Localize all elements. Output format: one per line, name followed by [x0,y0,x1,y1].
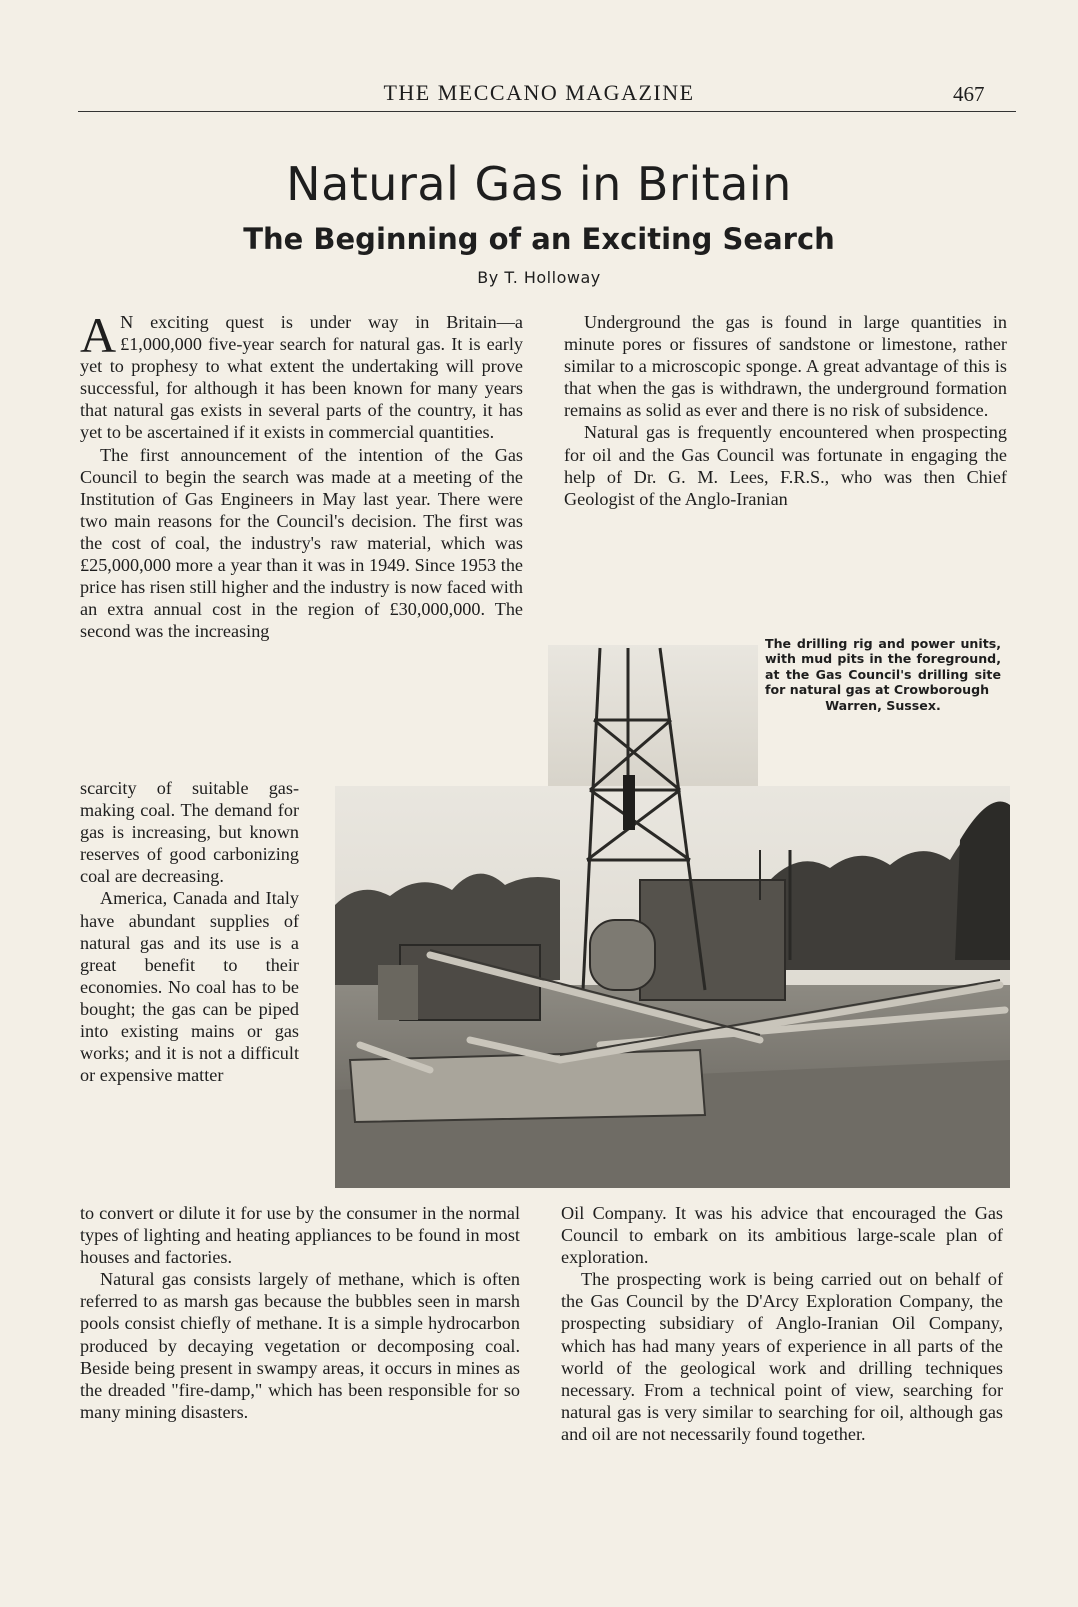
byline: By T. Holloway [477,268,601,287]
article-subtitle: The Beginning of an Exciting Search [243,222,835,256]
paragraph: Oil Company. It was his advice that encouraged the Gas Council to embark on its ambitious large-scale plan of exploration. [561,1203,1003,1268]
paragraph: The prospecting work is being carried out on behalf of the Gas Council by the D'Arcy Exploration Company, the prospecting subsidiary of Anglo-Iranian Oil Company, which has had many years of experience in all parts of the world of the geological work and drilling techniques necessary. From a technical point of view, searching for natural gas is very similar to searching for oil, although gas and oil are not necessarily found together. [561,1269,1003,1444]
header-rule [78,111,1016,112]
photo-frame [335,645,1010,1188]
paragraph: America, Canada and Italy have abundant supplies of natural gas and its use is a great benefit to their economies. No coal has to be bought; the gas can be piped into existing mains or gas works; and it is not a difficult or expensive matter [80,888,299,1086]
paragraph: Natural gas consists largely of methane, which is often referred to as marsh gas because the bubbles seen in marsh pools consist chiefly of methane. It is a simple hydrocarbon produced by decaying vegetation or decomposing coal. Beside being present in swampy areas, it occurs in mines as the dreaded "fire-damp," which has been responsible for so many mining disasters. [80,1269,520,1422]
left-column-bottom [80,1202,520,1423]
right-column-bottom [561,1202,1003,1445]
photo-caption [765,636,1001,713]
paragraph-text: N exciting quest is under way in Britain—a £1,000,000 five-year search for natural gas. It is early yet to prophesy to what extent the undertaking will prove successful, for although it has been known for many years that natural gas exists in several parts of the country, it has yet to be ascertained if it exists in commercial quantities. [80,312,523,443]
article-title: Natural Gas in Britain [286,157,792,211]
paragraph: scarcity of suitable gas-making coal. The demand for gas is increasing, but known reserves of good carbonizing coal are decreasing. [80,778,299,887]
caption-location: Warren, Sussex. [825,697,941,713]
paragraph: Natural gas is frequently encountered when prospecting for oil and the Gas Council was fortunate in engaging the help of Dr. G. M. Lees, F.R.S., who was then Chief Geologist of the Anglo-Iranian [564,422,1007,509]
drop-cap: A [80,307,117,363]
paragraph [80,307,523,444]
running-title: THE MECCANO MAGAZINE [383,80,695,105]
left-column-top [80,307,523,642]
paragraph: The first announcement of the intention of the Gas Council to begin the search was made at a meeting of the Institution of Gas Engineers in May last year. There were two main reasons for the Council's decision. The first was the cost of coal, the industry's raw material, which was £25,000,000 more a year than it was in 1949. Since 1953 the price has risen still higher and the industry is now faced with an extra annual cost in the region of £30,000,000. The second was the increasing [80,444,523,642]
left-column-narrow [80,777,299,1086]
right-column-top [564,311,1007,510]
paragraph: to convert or dilute it for use by the consumer in the normal types of lighting and heating appliances to be found in most houses and factories. [80,1203,520,1268]
paragraph: Underground the gas is found in large quantities in minute pores or fissures of sandstone or limestone, rather similar to a microscopic sponge. A great advantage of this is that when the gas is withdrawn, the underground formation remains as solid as ever and there is no risk of subsidence. [564,312,1007,421]
page-number: 467 [953,82,985,106]
caption-text: The drilling rig and power units, with mud pits in the foreground, at the Gas Council's drilling site for natural gas at Crowborough [765,636,1001,698]
